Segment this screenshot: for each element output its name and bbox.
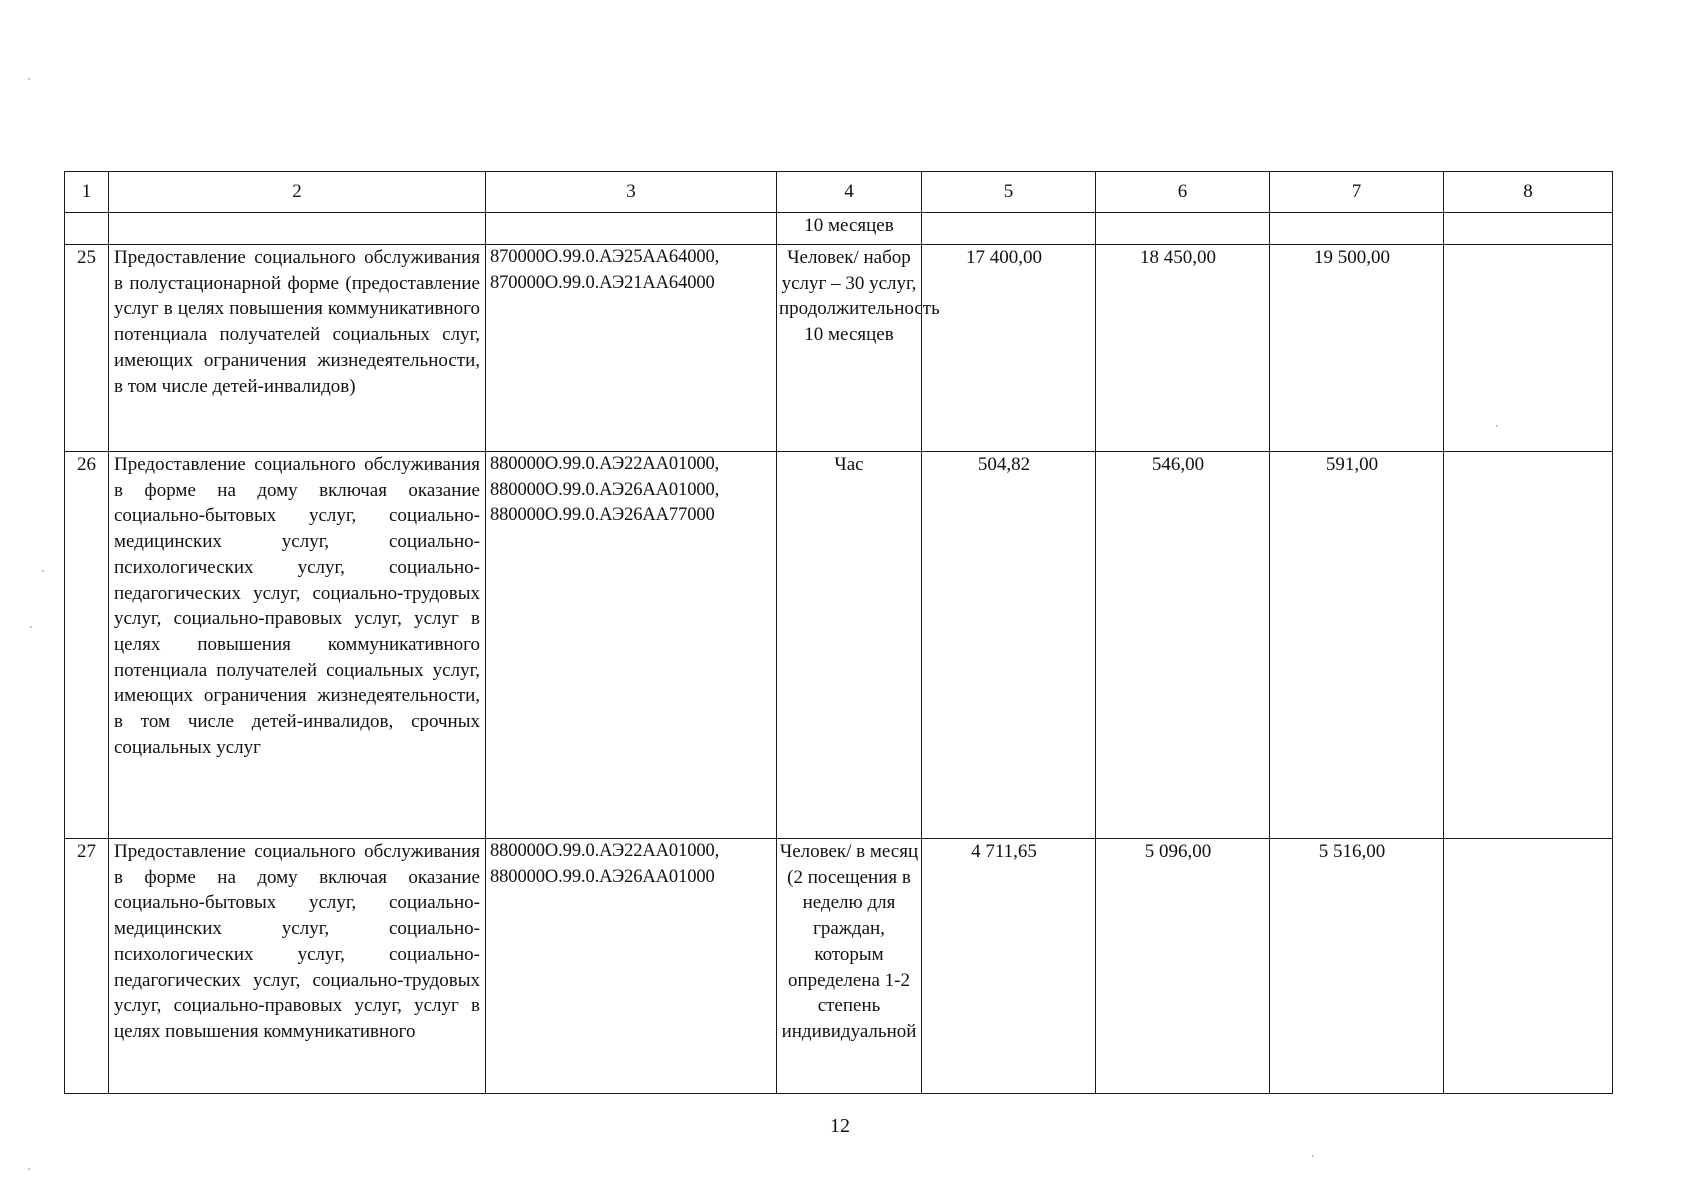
scan-speck (30, 626, 32, 628)
continuation-row (65, 213, 1613, 245)
header-cell: 3 (486, 172, 777, 213)
empty-cell (1270, 213, 1444, 245)
header-cell: 7 (1270, 172, 1444, 213)
registry-codes: 880000О.99.0.АЭ22АА01000, 880000О.99.0.АЭ26АА01000 (486, 839, 777, 1094)
service-name: Предоставление социального обслуживания в форме на дому включая оказание социально-бытовых услуг, социально-медицинских услуг, социально-психологических услуг, социально-педагогических услуг, социально-трудовых услуг, социально-правовых услуг, услуг в целях повышения коммуникативного потенциала получателей социальных услуг, имеющих ограничения жизнедеятельности, в том числе детей-инвалидов, срочных социальных услуг (109, 452, 486, 839)
unit-of-measure: Час (777, 452, 922, 839)
empty-cell (1444, 213, 1613, 245)
unit-continuation: 10 месяцев (777, 213, 922, 245)
value-col8 (1444, 245, 1613, 452)
table-row (65, 839, 1613, 1094)
scan-speck (1312, 1155, 1314, 1157)
header-cell: 6 (1096, 172, 1270, 213)
registry-codes: 870000О.99.0.АЭ25АА64000, 870000О.99.0.АЭ21АА64000 (486, 245, 777, 452)
row-number: 26 (65, 452, 109, 839)
header-cell: 8 (1444, 172, 1613, 213)
service-name: Предоставление социального обслуживания в форме на дому включая оказание социально-бытовых услуг, социально-медицинских услуг, социально-психологических услуг, социально-педагогических услуг, социально-трудовых услуг, социально-правовых услуг, услуг в целях повышения коммуникативного (109, 839, 486, 1094)
header-cell: 4 (777, 172, 922, 213)
empty-cell (922, 213, 1096, 245)
value-col6: 5 096,00 (1096, 839, 1270, 1094)
service-name: Предоставление социального обслуживания в полустационарной форме (предоставление услуг в целях повышения коммуникативного потенциала получателей социальных слуг, имеющих ограничения жизнедеятельности, в том числе детей-инвалидов) (109, 245, 486, 452)
value-col5: 17 400,00 (922, 245, 1096, 452)
page-number: 12 (830, 1115, 850, 1137)
value-col7: 591,00 (1270, 452, 1444, 839)
value-col8 (1444, 452, 1613, 839)
row-number: 25 (65, 245, 109, 452)
value-col5: 504,82 (922, 452, 1096, 839)
value-col7: 19 500,00 (1270, 245, 1444, 452)
value-col8 (1444, 839, 1613, 1094)
scan-speck (28, 1168, 30, 1170)
scan-speck (1496, 425, 1498, 427)
table-row (65, 452, 1613, 839)
unit-of-measure: Человек/ в месяц (2 посещения в неделю для граждан, которым определена 1-2 степень индивидуальной (777, 839, 922, 1094)
empty-cell (486, 213, 777, 245)
scan-speck (42, 570, 44, 572)
scan-speck (28, 78, 30, 80)
table-row (65, 245, 1613, 452)
row-number: 27 (65, 839, 109, 1094)
unit-of-measure: Человек/ набор услуг – 30 услуг, продолжительность 10 месяцев (777, 245, 922, 452)
header-cell: 5 (922, 172, 1096, 213)
column-number-row (65, 172, 1613, 213)
header-cell: 2 (109, 172, 486, 213)
value-col6: 546,00 (1096, 452, 1270, 839)
empty-cell (65, 213, 109, 245)
value-col7: 5 516,00 (1270, 839, 1444, 1094)
services-table (64, 171, 1613, 1094)
value-col6: 18 450,00 (1096, 245, 1270, 452)
header-cell: 1 (65, 172, 109, 213)
value-col5: 4 711,65 (922, 839, 1096, 1094)
empty-cell (109, 213, 486, 245)
empty-cell (1096, 213, 1270, 245)
registry-codes: 880000О.99.0.АЭ22АА01000, 880000О.99.0.АЭ26АА01000, 880000О.99.0.АЭ26АА77000 (486, 452, 777, 839)
